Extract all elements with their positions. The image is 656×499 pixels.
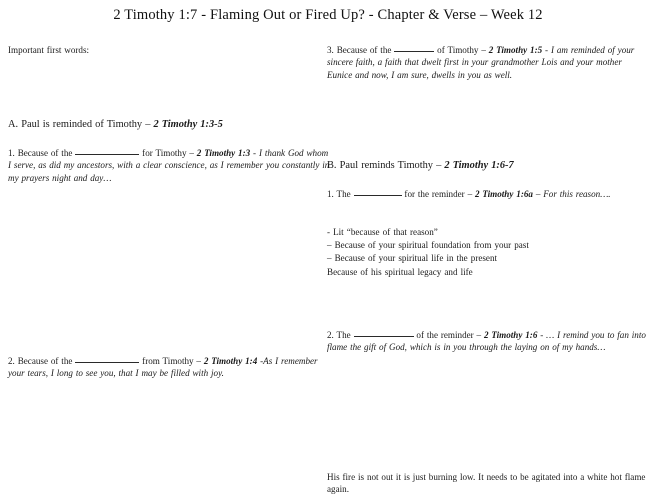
section-b-point-2-reference: 2 Timothy 1:6 [483,330,538,340]
important-first-words-label: Important first words: [8,45,90,55]
section-b-point-2-after-blank: of the reminder – [413,330,484,340]
section-a-point-2 [8,355,330,380]
section-a-point-1 [8,147,330,184]
bullet-item-spiritual-legacy: Because of his spiritual legacy and life [327,266,473,277]
point-1-after-blank: for Timothy – [139,148,197,158]
point-3-after-blank: of Timothy – [434,45,489,55]
point-3-scripture: I am reminded of your sincere faith, a faith that dwelt first in your grandmother Lois and your mother Eunice and now, I am sure, dwells in you as well. [327,45,635,80]
point-3-number: 3. Because of the [327,45,395,55]
page-title: 2 Timothy 1:7 - Flaming Out or Fired Up? - Chapter & Verse – Week 12 [113,7,543,23]
section-b-point-2-dash: - [537,330,547,340]
section-b-bullet-list [327,226,649,279]
section-a-point-3 [327,44,649,81]
point-1-number: 1. Because of the [8,148,76,158]
section-b-heading-reference: 2 Timothy 1:6-7 [444,160,514,171]
section-b-point-1-dash: – [532,189,544,199]
point-1-fill-blank[interactable] [75,154,139,155]
section-a-heading-reference: 2 Timothy 1:3-5 [153,119,223,130]
point-2-reference: 2 Timothy 1:4 [203,356,258,366]
bullet-item-spiritual-foundation: – Because of your spiritual foundation from your past [327,240,529,251]
section-a-heading [8,118,330,131]
section-b-point-2-fill-blank[interactable] [354,336,414,337]
point-3-reference: 2 Timothy 1:5 [488,45,543,55]
point-2-scripture: As I remember your tears, I long to see you, that I may be filled with joy. [8,356,318,379]
point-2-dash: - [257,356,264,366]
point-3-fill-blank[interactable] [394,51,434,52]
bullet-item-spiritual-life: – Because of your spiritual life in the present [327,253,498,264]
point-3-dash: - [542,45,551,55]
section-b-point-1-after-blank: for the reminder – [401,189,475,199]
point-1-scripture: I thank God whom I serve, as did my ancestors, with a clear conscience, as I remember you constantly in my prayers night and day… [8,148,330,183]
section-b-point-1-fill-blank[interactable] [354,195,402,196]
bullet-item-literal-meaning: - Lit “because of that reason” [327,227,438,237]
section-b-point-1 [327,188,649,200]
point-1-dash: - [250,148,259,158]
point-2-after-blank: from Timothy – [139,356,204,366]
section-b-point-2 [327,329,649,354]
section-b-point-1-reference: 2 Timothy 1:6a [475,189,533,199]
section-b-point-1-scripture: For this reason…. [543,189,611,199]
point-1-reference: 2 Timothy 1:3 [196,148,251,158]
section-b-point-1-number: 1. The [327,189,354,199]
point-2-number: 2. Because of the [8,356,76,366]
section-b-point-2-scripture: … I remind you to fan into flame the gift of God, which is in you through the laying on of my hands… [327,330,646,353]
section-b-heading-text: B. Paul reminds Timothy – [327,160,445,171]
point-2-fill-blank[interactable] [75,362,139,363]
section-a-heading-text: A. Paul is reminded of Timothy – [8,119,154,130]
section-b-heading [327,159,649,172]
closing-note: His fire is not out it is just burning low. It needs to be agitated into a white hot flame again. [327,472,646,495]
section-b-point-2-number: 2. The [327,330,354,340]
